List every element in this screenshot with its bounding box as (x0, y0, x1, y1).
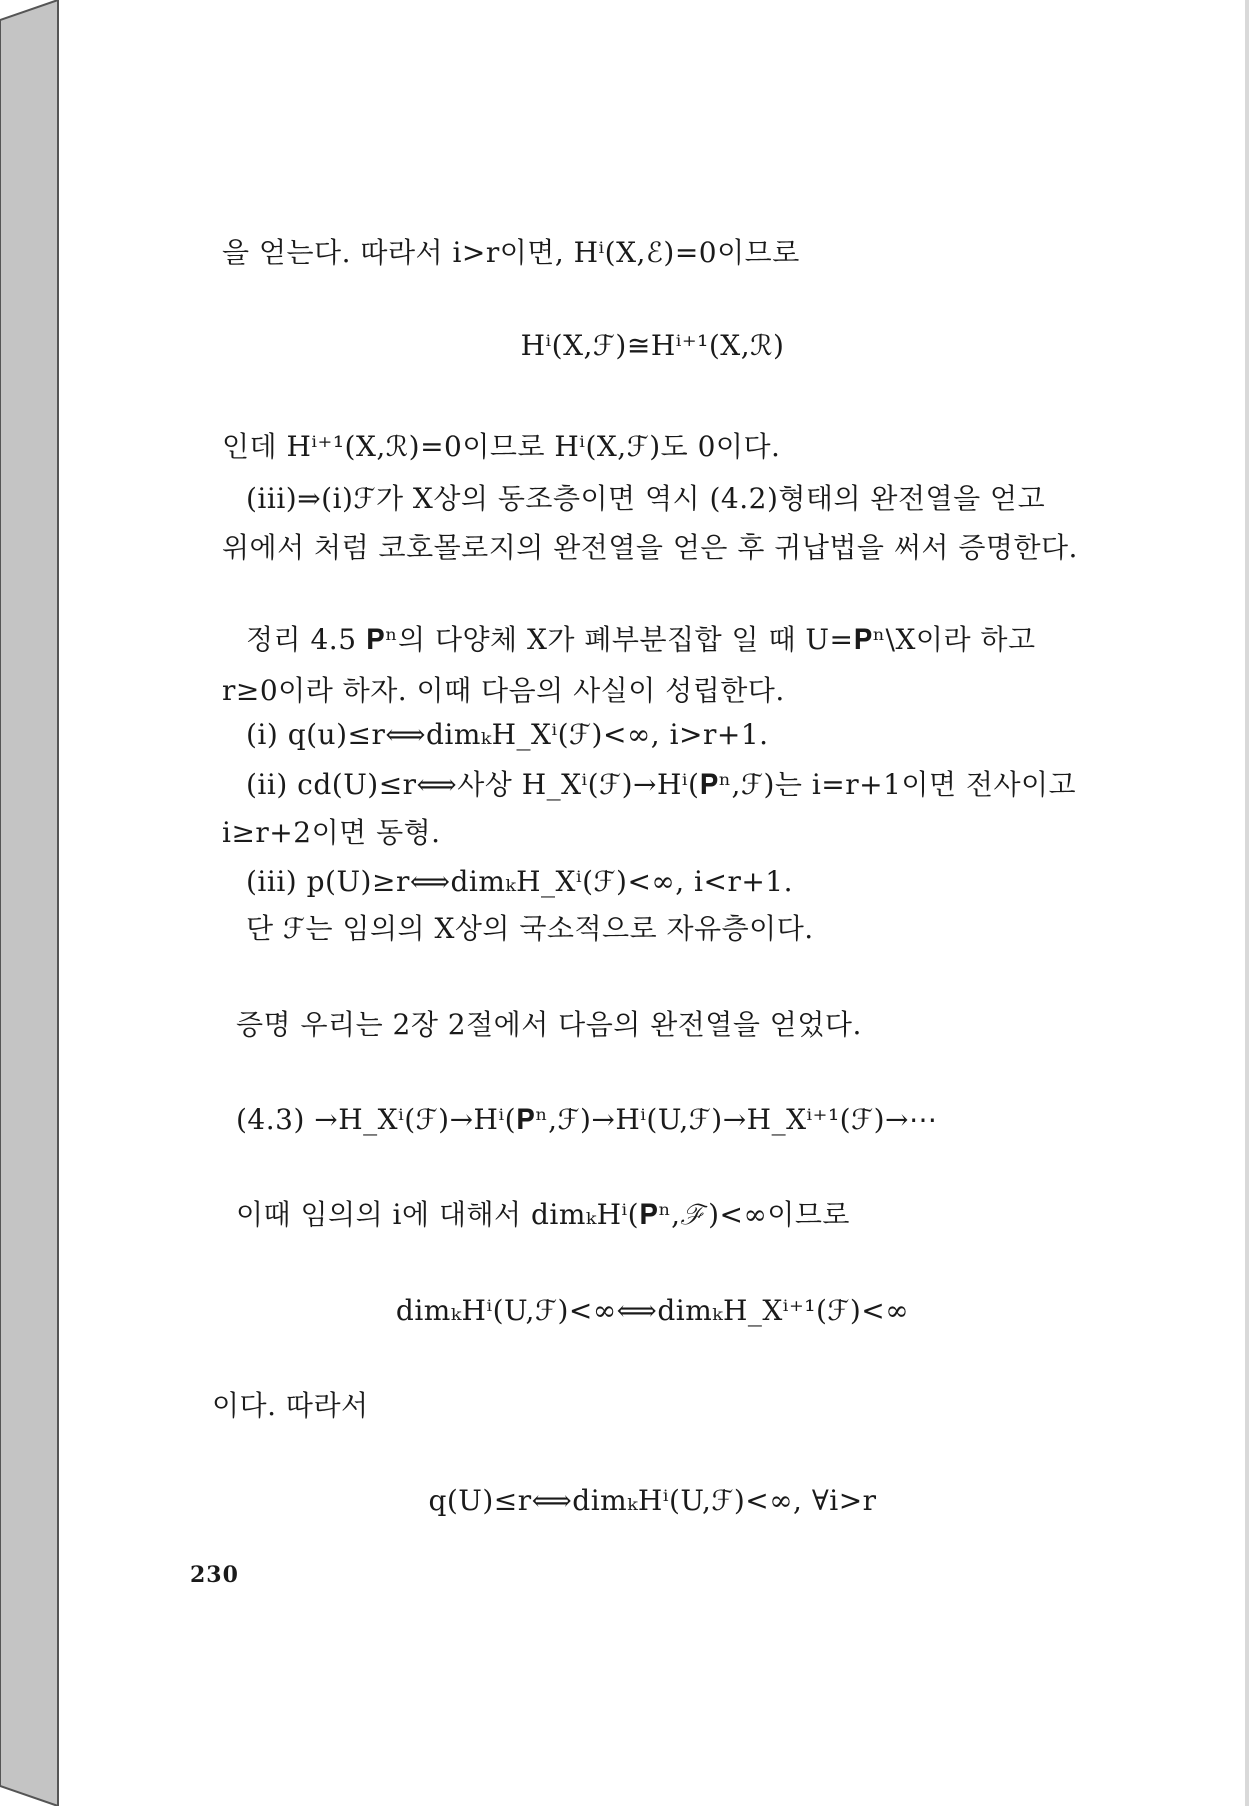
equation: dimₖHⁱ(U,ℱ)<∞⟺dimₖH_Xⁱ⁺¹(ℱ)<∞ (395, 1294, 910, 1327)
theorem-item: (iii) p(U)≥r⟺dimₖH_Xⁱ(ℱ)<∞, i<r+1. (246, 865, 794, 898)
equation: q(U)≤r⟺dimₖHⁱ(U,ℱ)<∞, ∀i>r (428, 1484, 877, 1517)
text-line: r≥0이라 하자. 이때 다음의 사실이 성립한다. (222, 674, 785, 707)
theorem-heading: 정리 4.5 𝐏ⁿ의 다양체 X가 폐부분집합 일 때 U=𝐏ⁿ\X이라 하고 (246, 623, 1036, 656)
equation: (4.3) →H_Xⁱ(ℱ)→Hⁱ(𝐏ⁿ,ℱ)→Hⁱ(U,ℱ)→H_Xⁱ⁺¹(ℱ)→⋯ (236, 1103, 938, 1136)
text-line: 인데 Hⁱ⁺¹(X,ℛ)=0이므로 Hⁱ(X,ℱ)도 0이다. (222, 430, 781, 463)
text-line: 단 ℱ는 임의의 X상의 국소적으로 자유층이다. (246, 912, 814, 945)
text-line: (iii)⇒(i)ℱ가 X상의 동조층이면 역시 (4.2)형태의 완전열을 얻고 (246, 482, 1046, 515)
book-page (60, 0, 1245, 1806)
proof-heading: 증명 우리는 2장 2절에서 다음의 완전열을 얻었다. (236, 1008, 862, 1041)
theorem-item: (ii) cd(U)≤r⟺사상 H_Xⁱ(ℱ)→Hⁱ(𝐏ⁿ,ℱ)는 i=r+1이면 전사이고 (246, 768, 1077, 801)
text-line: 이때 임의의 i에 대해서 dimₖHⁱ(𝐏ⁿ,ℱ)<∞이므로 (236, 1198, 850, 1231)
text-line: 위에서 처럼 코호몰로지의 완전열을 얻은 후 귀납법을 써서 증명한다. (222, 531, 1078, 564)
equation: Hⁱ(X,ℱ)≅Hⁱ⁺¹(X,ℛ) (520, 329, 785, 362)
text-line: i≥r+2이면 동형. (222, 816, 441, 849)
page-number: 230 (190, 1562, 239, 1588)
theorem-item: (i) q(u)≤r⟺dimₖH_Xⁱ(ℱ)<∞, i>r+1. (246, 718, 769, 751)
text-line: 을 얻는다. 따라서 i>r이면, Hⁱ(X,ℰ)=0이므로 (222, 236, 800, 269)
text-line: 이다. 따라서 (212, 1389, 369, 1422)
